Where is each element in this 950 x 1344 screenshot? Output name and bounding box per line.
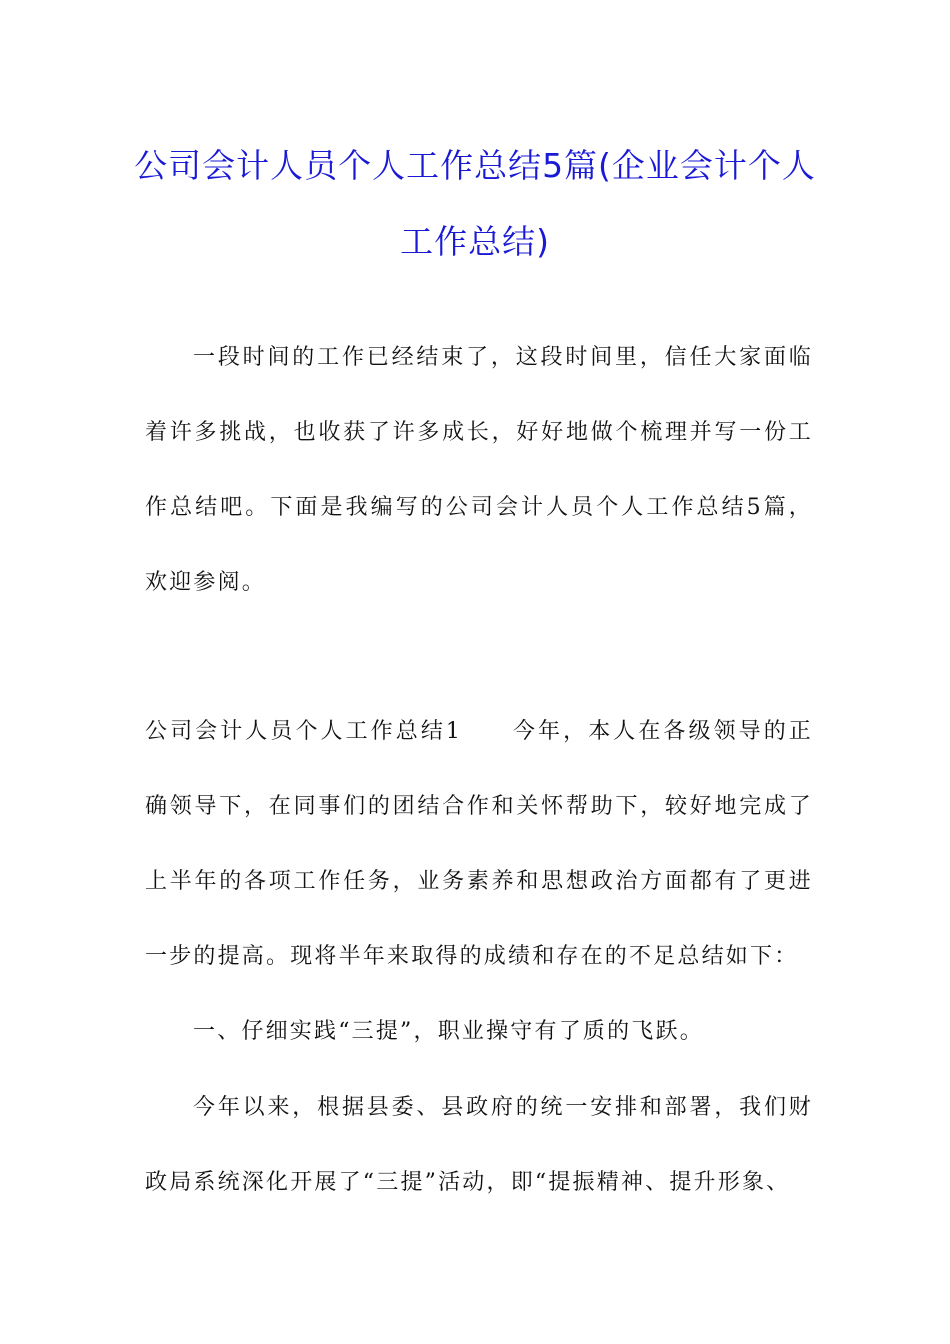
- section1-paragraph: [145, 694, 813, 994]
- item1-paragraph: 一、仔细实践“三提”，职业操守有了质的飞跃。: [193, 1019, 704, 1044]
- item2-paragraph: 今年以来，根据县委、县政府的统一安排和部署，我们财政局系统深化开展了“三提”活动，即“提振精神、提升形象、: [145, 1095, 813, 1195]
- intro-paragraph: 一段时间的工作已经结束了，这段时间里，信任大家面临着许多挑战，也收获了许多成长，好好地做个梳理并写一份工作总结吧。下面是我编写的公司会计人员个人工作总结5篇，欢迎参阅。: [145, 345, 813, 595]
- section1-heading: 公司会计人员个人工作总结1: [145, 719, 463, 744]
- document-title: 公司会计人员个人工作总结5篇(企业会计个人工作总结): [134, 146, 816, 261]
- section1-text: 今年，本人在各级领导的正确领导下，在同事们的团结合作和关怀帮助下，较好地完成了上半年的各项工作任务，业务素养和思想政治方面都有了更进一步的提高。现将半年来取得的成绩和存在的不足总结如下：: [145, 719, 813, 969]
